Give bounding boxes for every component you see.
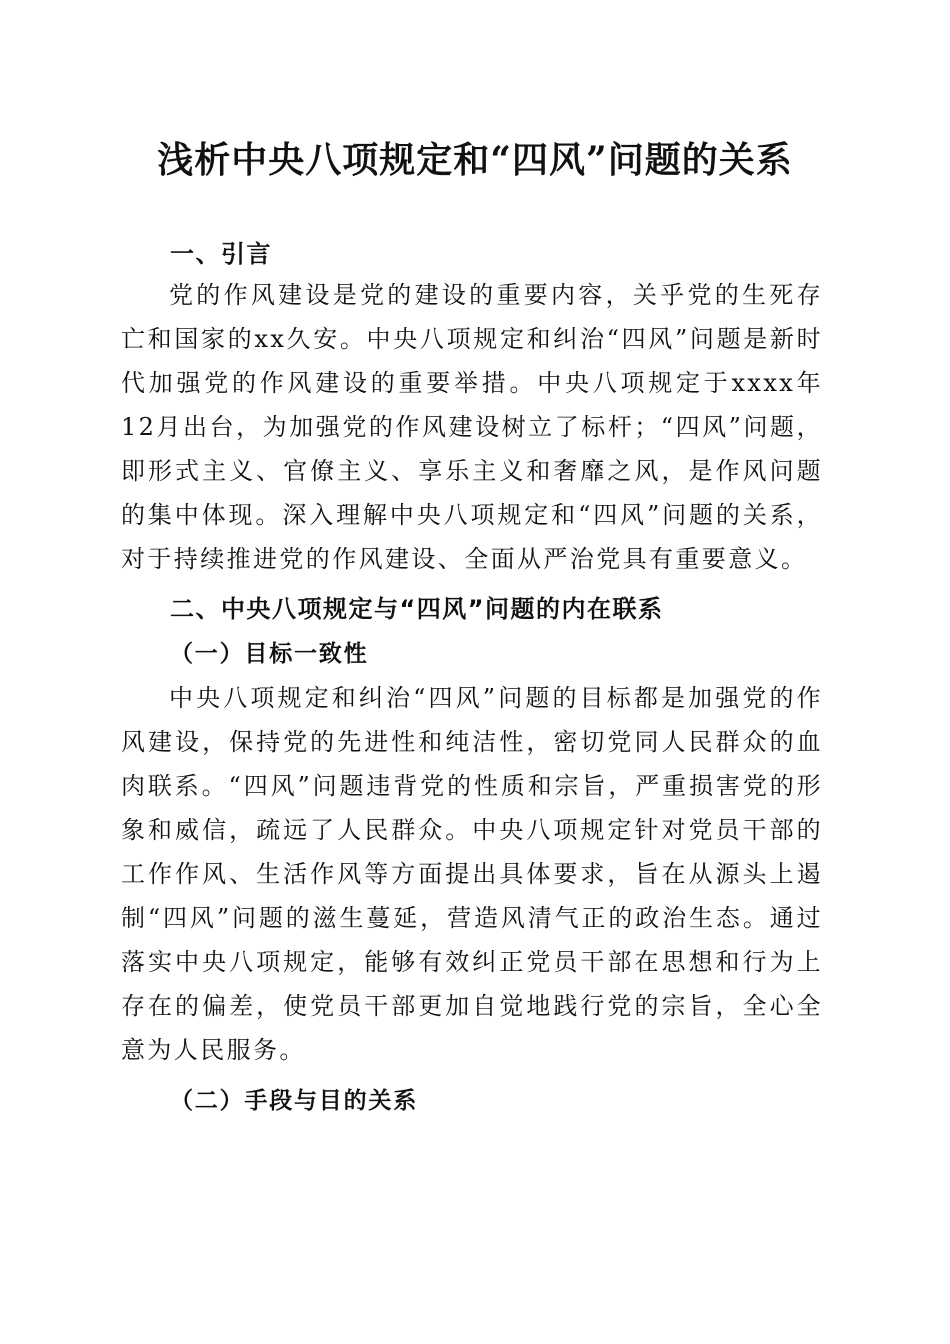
section-heading-introduction: 一、引言 <box>170 240 272 268</box>
introduction-paragraph: 党的作风建设是党的建设的重要内容，关乎党的生死存亡和国家的xx久安。中央八项规定和纠治“四风”问题是新时代加强党的作风建设的重要举措。中央八项规定于xxxx年12月出台，为加强党的作风建设树立了标杆；“四风”问题，即形式主义、官僚主义、享乐主义和奢靡之风，是作风问题的集中体现。深入理解中央八项规定和“四风”问题的关系，对于持续推进党的作风建设、全面从严治党具有重要意义。 <box>121 281 823 573</box>
subsection-heading-means-and-ends: （二）手段与目的关系 <box>170 1087 418 1114</box>
subsection-heading-goal-consistency: （一）目标一致性 <box>170 640 369 667</box>
goal-consistency-paragraph: 中央八项规定和纠治“四风”问题的目标都是加强党的作风建设，保持党的先进性和纯洁性，密切党同人民群众的血肉联系。“四风”问题违背党的性质和宗旨，严重损害党的形象和威信，疏远了人民群众。中央八项规定针对党员干部的工作作风、生活作风等方面提出具体要求，旨在从源头上遏制“四风”问题的滋生蔓延，营造风清气正的政治生态。通过落实中央八项规定，能够有效纠正党员干部在思想和行为上存在的偏差，使党员干部更加自觉地践行党的宗旨，全心全意为人民服务。 <box>121 684 823 1064</box>
document-title: 浅析中央八项规定和“四风”问题的关系 <box>157 139 793 181</box>
section-heading-intrinsic-link: 二、中央八项规定与“四风”问题的内在联系 <box>170 595 664 623</box>
